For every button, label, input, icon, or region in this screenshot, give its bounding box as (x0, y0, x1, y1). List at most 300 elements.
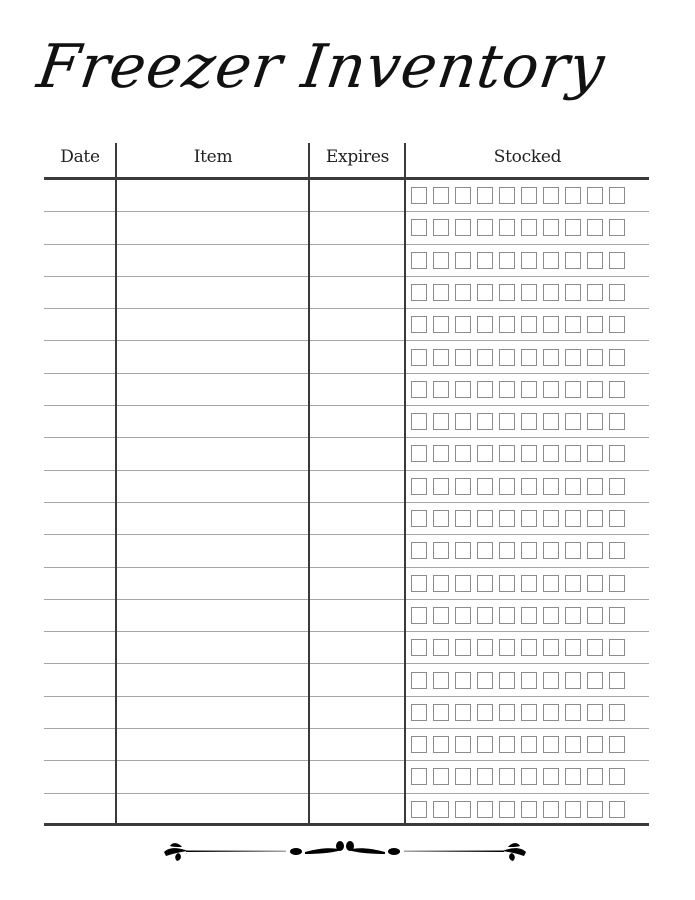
stock-checkbox[interactable] (609, 478, 625, 495)
stock-checkbox[interactable] (433, 284, 449, 301)
cell-expires[interactable] (310, 471, 404, 502)
stock-checkbox[interactable] (455, 672, 471, 689)
stock-checkbox[interactable] (477, 413, 493, 430)
stock-checkbox[interactable] (411, 445, 427, 462)
stock-checkbox[interactable] (411, 736, 427, 753)
cell-expires[interactable] (310, 374, 404, 405)
stock-checkbox[interactable] (565, 349, 581, 366)
stock-checkbox[interactable] (543, 252, 559, 269)
stock-checkbox[interactable] (477, 736, 493, 753)
stock-checkbox[interactable] (455, 801, 471, 818)
stock-checkbox[interactable] (433, 219, 449, 236)
cell-item[interactable] (117, 761, 308, 792)
stock-checkbox[interactable] (477, 316, 493, 333)
table-row (44, 180, 649, 212)
stock-checkbox[interactable] (609, 672, 625, 689)
stock-checkbox[interactable] (587, 801, 603, 818)
stock-checkbox[interactable] (477, 542, 493, 559)
stock-checkbox[interactable] (609, 768, 625, 785)
table-row (44, 794, 649, 826)
stock-checkbox[interactable] (411, 413, 427, 430)
stock-checkbox[interactable] (499, 187, 515, 204)
table-row (44, 761, 649, 793)
cell-expires[interactable] (310, 438, 404, 469)
stock-checkbox[interactable] (521, 219, 537, 236)
stock-checkbox[interactable] (609, 349, 625, 366)
stock-checkbox[interactable] (565, 381, 581, 398)
stock-checkbox[interactable] (455, 219, 471, 236)
stock-checkbox[interactable] (433, 252, 449, 269)
stock-checkbox[interactable] (609, 252, 625, 269)
stock-checkbox[interactable] (565, 801, 581, 818)
stock-checkbox[interactable] (609, 381, 625, 398)
stock-checkbox[interactable] (411, 252, 427, 269)
stock-checkbox[interactable] (433, 672, 449, 689)
stock-checkbox[interactable] (543, 510, 559, 527)
cell-date[interactable] (44, 471, 115, 502)
stock-checkbox[interactable] (609, 284, 625, 301)
stock-checkbox[interactable] (411, 284, 427, 301)
stock-checkbox[interactable] (587, 768, 603, 785)
flourish-divider-icon (160, 836, 530, 866)
stocked-checkboxes (411, 607, 625, 624)
stock-checkbox[interactable] (609, 801, 625, 818)
cell-item[interactable] (117, 212, 308, 243)
stock-checkbox[interactable] (543, 381, 559, 398)
stock-checkbox[interactable] (609, 219, 625, 236)
stock-checkbox[interactable] (411, 316, 427, 333)
stock-checkbox[interactable] (411, 349, 427, 366)
stock-checkbox[interactable] (543, 478, 559, 495)
stock-checkbox[interactable] (521, 510, 537, 527)
stock-checkbox[interactable] (433, 510, 449, 527)
stock-checkbox[interactable] (411, 575, 427, 592)
cell-item[interactable] (117, 180, 308, 211)
stock-checkbox[interactable] (499, 445, 515, 462)
column-divider-item (308, 143, 310, 824)
table-row (44, 212, 649, 244)
stock-checkbox[interactable] (411, 381, 427, 398)
stocked-checkboxes (411, 252, 625, 269)
table-row (44, 729, 649, 761)
stock-checkbox[interactable] (499, 478, 515, 495)
stock-checkbox[interactable] (433, 801, 449, 818)
stock-checkbox[interactable] (521, 801, 537, 818)
stocked-checkboxes (411, 542, 625, 559)
cell-date[interactable] (44, 665, 115, 696)
stock-checkbox[interactable] (433, 575, 449, 592)
stock-checkbox[interactable] (521, 639, 537, 656)
cell-item[interactable] (117, 665, 308, 696)
cell-date[interactable] (44, 180, 115, 211)
cell-date[interactable] (44, 568, 115, 599)
stock-checkbox[interactable] (455, 349, 471, 366)
stock-checkbox[interactable] (499, 381, 515, 398)
stock-checkbox[interactable] (499, 801, 515, 818)
stock-checkbox[interactable] (499, 510, 515, 527)
stocked-checkboxes (411, 219, 625, 236)
stock-checkbox[interactable] (455, 768, 471, 785)
stock-checkbox[interactable] (521, 575, 537, 592)
stock-checkbox[interactable] (477, 672, 493, 689)
column-header-date: Date (60, 147, 100, 167)
cell-item[interactable] (117, 535, 308, 566)
cell-item[interactable] (117, 342, 308, 373)
column-divider-date (115, 143, 117, 824)
stock-checkbox[interactable] (565, 510, 581, 527)
stock-checkbox[interactable] (609, 704, 625, 721)
stock-checkbox[interactable] (521, 187, 537, 204)
stock-checkbox[interactable] (521, 445, 537, 462)
stock-checkbox[interactable] (565, 672, 581, 689)
stock-checkbox[interactable] (609, 445, 625, 462)
stock-checkbox[interactable] (433, 768, 449, 785)
stock-checkbox[interactable] (587, 252, 603, 269)
stock-checkbox[interactable] (587, 575, 603, 592)
table-row (44, 309, 649, 341)
stock-checkbox[interactable] (609, 639, 625, 656)
cell-item[interactable] (117, 471, 308, 502)
stock-checkbox[interactable] (477, 768, 493, 785)
stock-checkbox[interactable] (499, 219, 515, 236)
stock-checkbox[interactable] (433, 349, 449, 366)
stock-checkbox[interactable] (609, 575, 625, 592)
stock-checkbox[interactable] (543, 316, 559, 333)
stock-checkbox[interactable] (565, 607, 581, 624)
stock-checkbox[interactable] (587, 510, 603, 527)
stock-checkbox[interactable] (433, 413, 449, 430)
stock-checkbox[interactable] (499, 542, 515, 559)
stock-checkbox[interactable] (433, 542, 449, 559)
stock-checkbox[interactable] (433, 445, 449, 462)
cell-item[interactable] (117, 632, 308, 663)
stock-checkbox[interactable] (411, 801, 427, 818)
cell-date[interactable] (44, 535, 115, 566)
stock-checkbox[interactable] (477, 252, 493, 269)
cell-date[interactable] (44, 729, 115, 760)
stock-checkbox[interactable] (609, 510, 625, 527)
cell-expires[interactable] (310, 212, 404, 243)
table-row (44, 438, 649, 470)
stocked-checkboxes (411, 381, 625, 398)
stock-checkbox[interactable] (543, 672, 559, 689)
cell-expires[interactable] (310, 632, 404, 663)
stock-checkbox[interactable] (587, 542, 603, 559)
stock-checkbox[interactable] (587, 736, 603, 753)
stocked-checkboxes (411, 736, 625, 753)
stock-checkbox[interactable] (411, 704, 427, 721)
cell-date[interactable] (44, 342, 115, 373)
stock-checkbox[interactable] (565, 542, 581, 559)
cell-date[interactable] (44, 277, 115, 308)
stock-checkbox[interactable] (587, 316, 603, 333)
cell-item[interactable] (117, 277, 308, 308)
stock-checkbox[interactable] (565, 219, 581, 236)
stock-checkbox[interactable] (543, 575, 559, 592)
stock-checkbox[interactable] (543, 542, 559, 559)
stock-checkbox[interactable] (433, 607, 449, 624)
stock-checkbox[interactable] (455, 413, 471, 430)
stock-checkbox[interactable] (411, 768, 427, 785)
stock-checkbox[interactable] (477, 219, 493, 236)
stock-checkbox[interactable] (565, 445, 581, 462)
stock-checkbox[interactable] (433, 478, 449, 495)
cell-date[interactable] (44, 245, 115, 276)
cell-expires[interactable] (310, 277, 404, 308)
cell-date[interactable] (44, 632, 115, 663)
stock-checkbox[interactable] (543, 768, 559, 785)
stock-checkbox[interactable] (477, 575, 493, 592)
cell-item[interactable] (117, 568, 308, 599)
column-header-stocked: Stocked (493, 147, 562, 167)
stock-checkbox[interactable] (411, 672, 427, 689)
cell-expires[interactable] (310, 245, 404, 276)
stock-checkbox[interactable] (455, 381, 471, 398)
stock-checkbox[interactable] (499, 413, 515, 430)
stock-checkbox[interactable] (543, 607, 559, 624)
stock-checkbox[interactable] (455, 187, 471, 204)
stock-checkbox[interactable] (521, 736, 537, 753)
table-row (44, 503, 649, 535)
stock-checkbox[interactable] (587, 672, 603, 689)
table-row (44, 697, 649, 729)
stock-checkbox[interactable] (565, 704, 581, 721)
stock-checkbox[interactable] (521, 542, 537, 559)
cell-expires[interactable] (310, 794, 404, 823)
stocked-checkboxes (411, 187, 625, 204)
cell-expires[interactable] (310, 761, 404, 792)
stock-checkbox[interactable] (411, 607, 427, 624)
cell-item[interactable] (117, 503, 308, 534)
stock-checkbox[interactable] (521, 284, 537, 301)
stock-checkbox[interactable] (543, 704, 559, 721)
stock-checkbox[interactable] (477, 284, 493, 301)
stock-checkbox[interactable] (587, 639, 603, 656)
stock-checkbox[interactable] (455, 639, 471, 656)
stock-checkbox[interactable] (565, 252, 581, 269)
table-header (44, 143, 649, 177)
stock-checkbox[interactable] (609, 736, 625, 753)
stock-checkbox[interactable] (543, 445, 559, 462)
stock-checkbox[interactable] (565, 413, 581, 430)
stock-checkbox[interactable] (543, 801, 559, 818)
cell-item[interactable] (117, 309, 308, 340)
stock-checkbox[interactable] (455, 445, 471, 462)
stock-checkbox[interactable] (587, 478, 603, 495)
stock-checkbox[interactable] (565, 284, 581, 301)
stock-checkbox[interactable] (543, 284, 559, 301)
stock-checkbox[interactable] (587, 413, 603, 430)
stock-checkbox[interactable] (543, 639, 559, 656)
cell-expires[interactable] (310, 697, 404, 728)
stock-checkbox[interactable] (521, 316, 537, 333)
stock-checkbox[interactable] (521, 252, 537, 269)
stock-checkbox[interactable] (543, 736, 559, 753)
stock-checkbox[interactable] (455, 542, 471, 559)
cell-expires[interactable] (310, 406, 404, 437)
cell-expires[interactable] (310, 568, 404, 599)
cell-expires[interactable] (310, 729, 404, 760)
stock-checkbox[interactable] (477, 187, 493, 204)
stocked-checkboxes (411, 704, 625, 721)
stock-checkbox[interactable] (521, 768, 537, 785)
table-row (44, 665, 649, 697)
cell-date[interactable] (44, 309, 115, 340)
stocked-checkboxes (411, 349, 625, 366)
stock-checkbox[interactable] (499, 704, 515, 721)
cell-expires[interactable] (310, 665, 404, 696)
stock-checkbox[interactable] (587, 219, 603, 236)
cell-date[interactable] (44, 374, 115, 405)
stock-checkbox[interactable] (587, 349, 603, 366)
stock-checkbox[interactable] (499, 252, 515, 269)
stock-checkbox[interactable] (433, 187, 449, 204)
stock-checkbox[interactable] (521, 413, 537, 430)
stock-checkbox[interactable] (543, 349, 559, 366)
cell-expires[interactable] (310, 535, 404, 566)
stock-checkbox[interactable] (455, 607, 471, 624)
stock-checkbox[interactable] (587, 381, 603, 398)
stock-checkbox[interactable] (477, 704, 493, 721)
stock-checkbox[interactable] (609, 187, 625, 204)
stock-checkbox[interactable] (455, 252, 471, 269)
table-row (44, 342, 649, 374)
stock-checkbox[interactable] (521, 704, 537, 721)
cell-date[interactable] (44, 697, 115, 728)
stock-checkbox[interactable] (477, 478, 493, 495)
cell-item[interactable] (117, 406, 308, 437)
cell-item[interactable] (117, 794, 308, 823)
stock-checkbox[interactable] (565, 768, 581, 785)
cell-expires[interactable] (310, 309, 404, 340)
stock-checkbox[interactable] (499, 639, 515, 656)
cell-date[interactable] (44, 212, 115, 243)
cell-item[interactable] (117, 600, 308, 631)
cell-expires[interactable] (310, 600, 404, 631)
stock-checkbox[interactable] (411, 478, 427, 495)
stock-checkbox[interactable] (455, 736, 471, 753)
stock-checkbox[interactable] (499, 575, 515, 592)
stock-checkbox[interactable] (609, 316, 625, 333)
table-row (44, 471, 649, 503)
stock-checkbox[interactable] (565, 736, 581, 753)
stock-checkbox[interactable] (477, 510, 493, 527)
stocked-checkboxes (411, 284, 625, 301)
stock-checkbox[interactable] (521, 381, 537, 398)
cell-item[interactable] (117, 374, 308, 405)
stock-checkbox[interactable] (433, 381, 449, 398)
cell-date[interactable] (44, 794, 115, 823)
stock-checkbox[interactable] (499, 316, 515, 333)
stocked-checkboxes (411, 639, 625, 656)
stock-checkbox[interactable] (543, 187, 559, 204)
table-row (44, 632, 649, 664)
stock-checkbox[interactable] (521, 478, 537, 495)
stock-checkbox[interactable] (455, 510, 471, 527)
stock-checkbox[interactable] (543, 219, 559, 236)
stock-checkbox[interactable] (499, 349, 515, 366)
stock-checkbox[interactable] (587, 704, 603, 721)
stock-checkbox[interactable] (521, 607, 537, 624)
stocked-checkboxes (411, 801, 625, 818)
stock-checkbox[interactable] (411, 219, 427, 236)
stock-checkbox[interactable] (499, 736, 515, 753)
stock-checkbox[interactable] (477, 639, 493, 656)
stocked-checkboxes (411, 316, 625, 333)
column-header-expires: Expires (325, 147, 390, 167)
stock-checkbox[interactable] (609, 542, 625, 559)
stock-checkbox[interactable] (477, 349, 493, 366)
stock-checkbox[interactable] (433, 639, 449, 656)
cell-date[interactable] (44, 761, 115, 792)
cell-item[interactable] (117, 245, 308, 276)
stock-checkbox[interactable] (565, 316, 581, 333)
stock-checkbox[interactable] (477, 801, 493, 818)
stock-checkbox[interactable] (587, 187, 603, 204)
stock-checkbox[interactable] (521, 349, 537, 366)
stock-checkbox[interactable] (499, 672, 515, 689)
stock-checkbox[interactable] (543, 413, 559, 430)
cell-expires[interactable] (310, 342, 404, 373)
cell-item[interactable] (117, 729, 308, 760)
stock-checkbox[interactable] (411, 639, 427, 656)
stock-checkbox[interactable] (411, 510, 427, 527)
stock-checkbox[interactable] (609, 607, 625, 624)
stock-checkbox[interactable] (455, 704, 471, 721)
cell-item[interactable] (117, 697, 308, 728)
stock-checkbox[interactable] (609, 413, 625, 430)
stocked-checkboxes (411, 768, 625, 785)
stock-checkbox[interactable] (521, 672, 537, 689)
stocked-checkboxes (411, 575, 625, 592)
stock-checkbox[interactable] (411, 187, 427, 204)
stocked-checkboxes (411, 510, 625, 527)
stock-checkbox[interactable] (411, 542, 427, 559)
stock-checkbox[interactable] (433, 704, 449, 721)
stock-checkbox[interactable] (433, 316, 449, 333)
table-row (44, 245, 649, 277)
stock-checkbox[interactable] (565, 478, 581, 495)
stock-checkbox[interactable] (455, 316, 471, 333)
cell-date[interactable] (44, 503, 115, 534)
stock-checkbox[interactable] (565, 639, 581, 656)
stock-checkbox[interactable] (455, 478, 471, 495)
cell-item[interactable] (117, 438, 308, 469)
stock-checkbox[interactable] (587, 284, 603, 301)
stock-checkbox[interactable] (565, 575, 581, 592)
stock-checkbox[interactable] (455, 284, 471, 301)
stock-checkbox[interactable] (433, 736, 449, 753)
stock-checkbox[interactable] (477, 445, 493, 462)
stock-checkbox[interactable] (499, 284, 515, 301)
cell-expires[interactable] (310, 503, 404, 534)
stock-checkbox[interactable] (455, 575, 471, 592)
stock-checkbox[interactable] (587, 607, 603, 624)
cell-date[interactable] (44, 438, 115, 469)
stock-checkbox[interactable] (587, 445, 603, 462)
stocked-checkboxes (411, 413, 625, 430)
cell-expires[interactable] (310, 180, 404, 211)
stock-checkbox[interactable] (499, 768, 515, 785)
table-row (44, 277, 649, 309)
stock-checkbox[interactable] (565, 187, 581, 204)
cell-date[interactable] (44, 406, 115, 437)
cell-date[interactable] (44, 600, 115, 631)
inventory-table (44, 143, 649, 177)
stock-checkbox[interactable] (477, 607, 493, 624)
stock-checkbox[interactable] (477, 381, 493, 398)
stock-checkbox[interactable] (499, 607, 515, 624)
